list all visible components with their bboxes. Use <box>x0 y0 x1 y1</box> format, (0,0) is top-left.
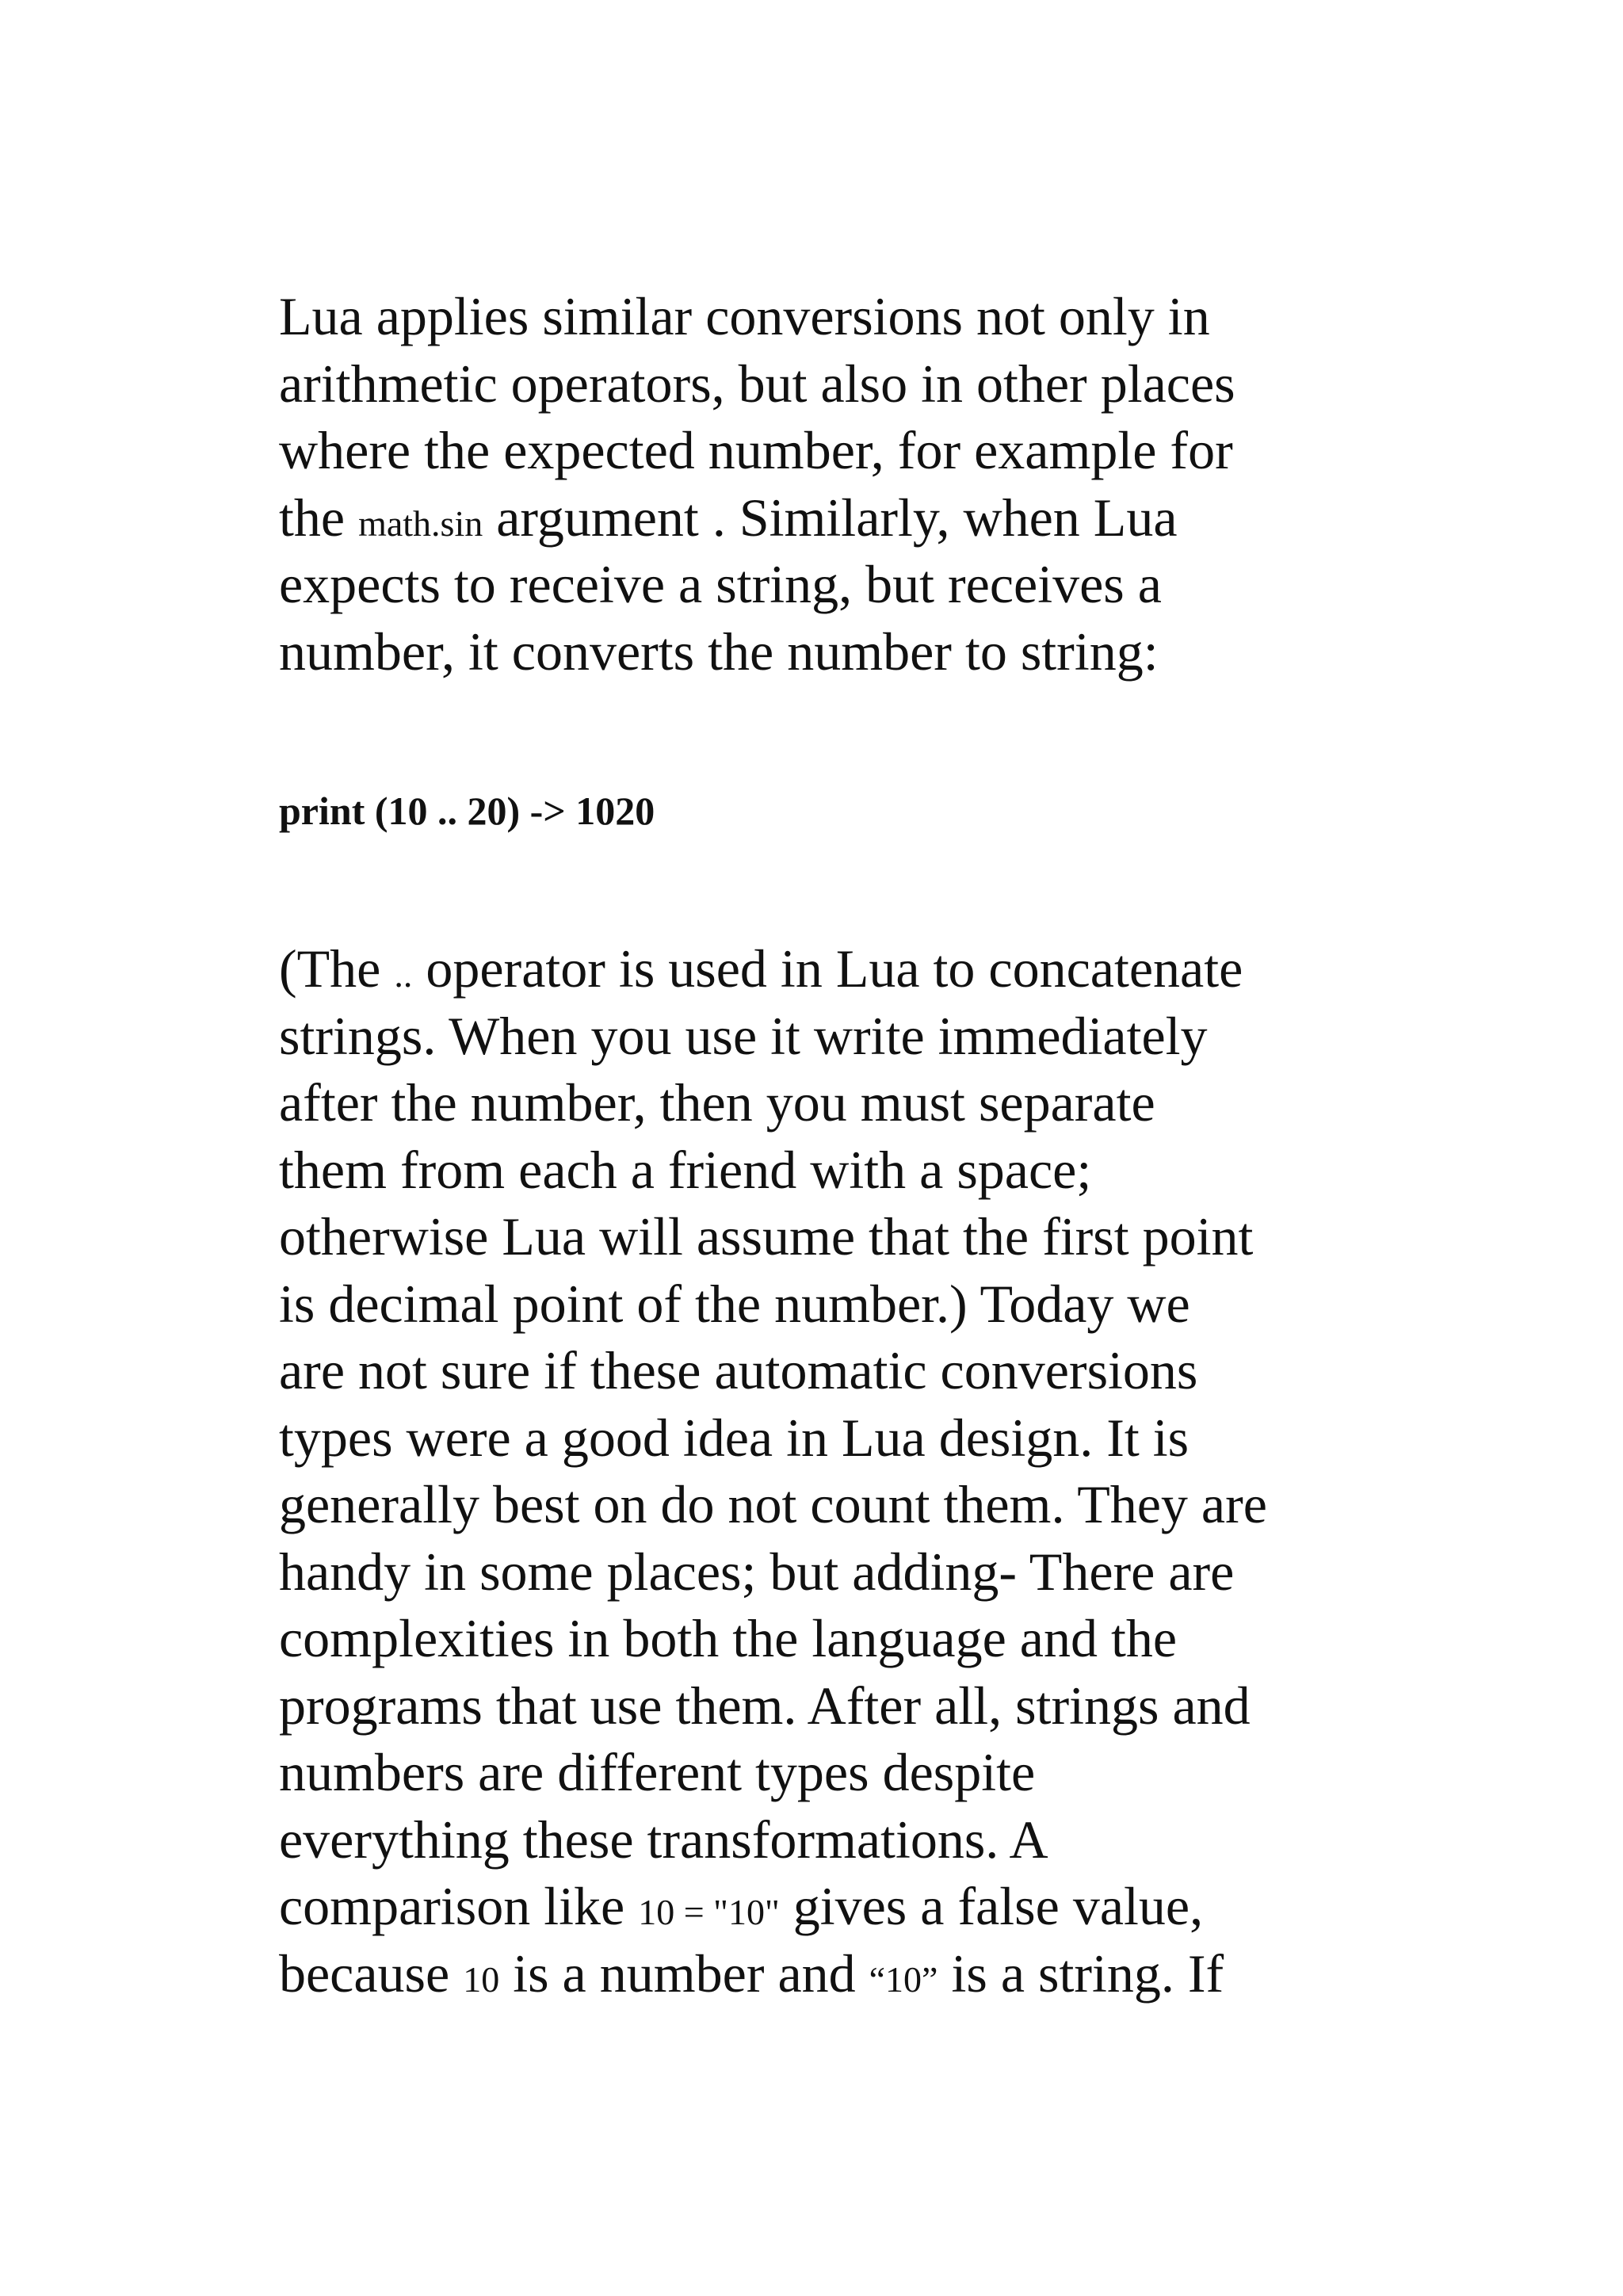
text-line: numbers are different types despite <box>279 1742 1036 1802</box>
text-line: arithmetic operators, but also in other places <box>279 353 1235 414</box>
text-segment: (The <box>279 938 395 999</box>
code-example: print (10 .. 20) -> 1020 <box>279 789 655 833</box>
text-line: generally best on do not count them. They are <box>279 1474 1267 1534</box>
text-line: after the number, then you must separate <box>279 1072 1155 1133</box>
text-line: are not sure if these automatic conversions <box>279 1340 1198 1400</box>
text-line: otherwise Lua will assume that the first point <box>279 1206 1254 1266</box>
inline-code-math-sin: math.sin <box>358 502 483 544</box>
text-line <box>279 484 1388 552</box>
text-segment: comparison like <box>279 1876 639 1936</box>
inline-code-comparison: 10 = "10" <box>638 1892 780 1932</box>
text-segment: is a string. If <box>938 1943 1224 2004</box>
text-line: handy in some places; but adding- There are <box>279 1541 1235 1602</box>
text-line: Lua applies similar conversions not only in <box>279 286 1210 346</box>
text-line: number, it converts the number to string: <box>279 621 1159 682</box>
inline-code-string: “10” <box>869 1958 938 2000</box>
text-line: types were a good idea in Lua design. It is <box>279 1407 1190 1468</box>
text-line: them from each a friend with a space; <box>279 1139 1092 1200</box>
inline-code-number: 10 <box>463 1958 500 2000</box>
text-line: programs that use them. After all, strings and <box>279 1675 1251 1736</box>
text-line: is decimal point of the number.) Today we <box>279 1273 1190 1334</box>
paragraph-concatenation <box>279 935 1388 2007</box>
text-segment: operator is used in Lua to concatenate <box>412 938 1243 999</box>
text-line: everything these transformations. A <box>279 1809 1048 1870</box>
text-line <box>279 1940 1388 2008</box>
text-segment: is a number and <box>499 1943 869 2004</box>
text-segment: gives a false value, <box>779 1876 1204 1936</box>
text-line: expects to receive a string, but receives a <box>279 554 1162 614</box>
text-line: where the expected number, for example for <box>279 420 1233 480</box>
text-segment: argument . Similarly, when Lua <box>483 487 1178 548</box>
text-segment: the <box>279 487 359 548</box>
paragraph-conversions <box>279 283 1388 685</box>
text-line <box>279 1873 1388 1940</box>
text-segment: because <box>279 1943 464 2004</box>
text-line <box>279 935 1388 1003</box>
text-line: complexities in both the language and the <box>279 1608 1178 1668</box>
inline-code-concat-operator: .. <box>394 954 413 995</box>
text-line: strings. When you use it write immediately <box>279 1005 1208 1066</box>
